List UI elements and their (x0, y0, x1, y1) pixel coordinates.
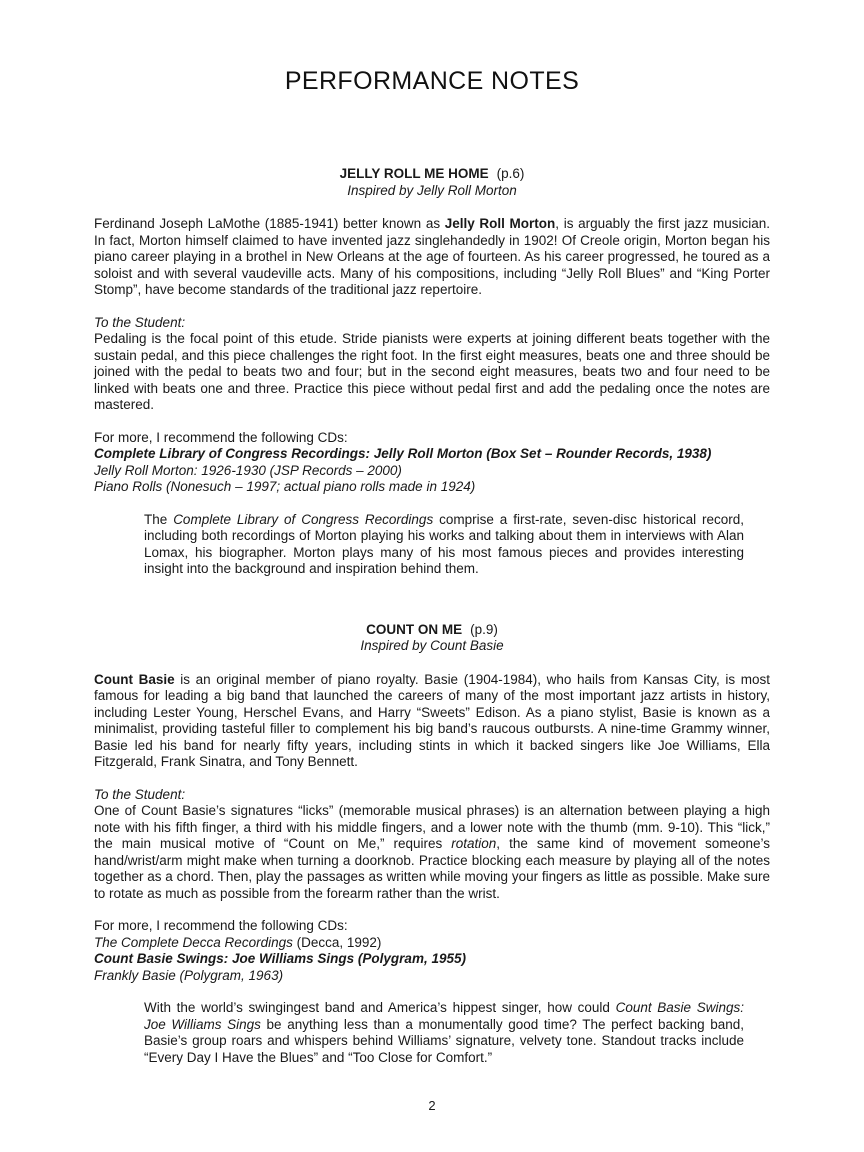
student-note-label (94, 315, 770, 332)
student-note-paragraph (94, 803, 770, 902)
text-run: Piano Rolls (Nonesuch – 1997; actual piano rolls made in 1924) (94, 479, 476, 494)
text-run: Complete Library of Congress Recordings: Jelly Roll Morton (Box Set – Rounder Records, 1938) (94, 446, 712, 461)
text-run: , the same kind of movement someone’s hand/wrist/arm might make when turning a doorknob. Practice blocking each measure by playing all of the notes together as a chord. Then, play the passages as written while moving your fingers as little as possible. Make sure to rotate as much as possible from the forearm rather than the wrist. (94, 836, 771, 901)
text-run: Ferdinand Joseph LaMothe (1885-1941) better known as (94, 216, 445, 231)
student-note-paragraph (94, 331, 770, 414)
text-run: For more, I recommend the following CDs: (94, 918, 348, 933)
text-line (94, 918, 770, 935)
section-page-ref: (p.6) (496, 166, 525, 181)
text-run: One of Count Basie’s signatures “licks” (memorable musical phrases) is an alternation between playing a high note with his fifth finger, a third with his middle fingers, and a lower note with the thumb (mm. 9-10). This “lick,” the main musical motive of “Count on Me,” requires (94, 803, 770, 851)
text-line (94, 935, 770, 952)
text-run: Frankly Basie (Polygram, 1963) (94, 967, 284, 983)
text-run: Pedaling is the focal point of this etude. Stride pianists were experts at joining different beats together with the sustain pedal, and this piece challenges the right foot. In the first eight measures, beats one and three should be joined with the pedal to beats two and four; but in the second eight measures, beats two and four need to be linked with beats one and three. Practice this piece without pedal first and add the pedaling once the notes are mastered. (94, 331, 770, 412)
text-line (94, 463, 770, 480)
text-run: Complete Library of Congress Recordings (173, 511, 434, 527)
section-page-ref: (p.9) (470, 621, 498, 637)
text-line (94, 968, 770, 985)
cd-review-note (144, 1000, 744, 1066)
cd-recommendations (94, 430, 770, 496)
section-title: JELLY ROLL ME HOME (339, 166, 489, 181)
text-line (94, 446, 770, 463)
text-run: The (144, 511, 174, 527)
text-run: Count Basie Swings: Joe Williams Sings (Polygram, 1955) (94, 951, 466, 966)
page-title: PERFORMANCE NOTES (284, 67, 580, 95)
text-run: Count Basie Swings: Joe Williams Sings (144, 1000, 744, 1032)
text-run: With the world’s swingingest band and America’s hippest singer, how could (144, 1000, 616, 1015)
text-run: For more, I recommend the following CDs: (94, 429, 348, 445)
text-line (94, 479, 770, 496)
text-run: , is arguably the first jazz musician. In fact, Morton himself claimed to have invented jazz singlehandedly in 1902! Of Creole origin, Morton began his piano career playing in a brothel in New Orleans at the age of fourteen. As his career progressed, he toured as a soloist and with several vaudeville acts. Many of his compositions, including “Jelly Roll Blues” and “King Porter Stomp”, have become standards of the traditional jazz repertoire. (94, 216, 770, 297)
text-run: (Decca, 1992) (292, 934, 382, 950)
text-run: Jelly Roll Morton: 1926-1930 (JSP Records – 2000) (94, 462, 402, 478)
intro-paragraph (94, 216, 770, 299)
intro-paragraph (94, 672, 770, 771)
text-run: be anything less than a monumentally good time? The perfect backing band, Basie’s group roars and whispers behind Williams’ signature, velvety tone. Standout tracks include “Every Day I Have the Blues” and “Too Close for Comfort.” (144, 1016, 744, 1065)
section-title: COUNT ON ME (366, 621, 463, 637)
section-subtitle: Inspired by Count Basie (360, 638, 504, 653)
text-run: To the Student: (94, 786, 186, 802)
text-run: comprise a first-rate, seven-disc historical record, including both recordings of Morton playing his works and talking about them in interviews with Alan Lomax, his biographer. Morton plays many of his most famous pieces and provides interesting insight into the background and inspiration behind them. (144, 511, 745, 576)
section-heading (94, 166, 770, 183)
text-line (94, 951, 770, 968)
text-run: The Complete Decca Recordings (94, 934, 293, 950)
text-run: Count Basie (94, 671, 175, 687)
cd-recommendations (94, 918, 770, 984)
section-heading (94, 622, 770, 639)
text-run: is an original member of piano royalty. Basie (1904-1984), who hails from Kansas City, is most famous for leading a big band that launched the careers of many of the most important jazz artists in history, including Lester Young, Herschel Evans, and Harry “Sweets” Edison. As a piano stylist, Basie is known as a minimalist, providing tasteful filler to complement his big band’s raucous outbursts. A nine-time Grammy winner, Basie led his band for nearly fifty years, including stints in which it backed singers like Joe Williams, Ella Fitzgerald, Frank Sinatra, and Tony Bennett. (94, 671, 770, 769)
page-number: 2 (428, 1097, 436, 1113)
text-run: To the Student: (94, 314, 186, 330)
section-subtitle: Inspired by Jelly Roll Morton (347, 182, 517, 198)
student-note-label (94, 787, 770, 804)
text-line (94, 430, 770, 447)
text-run: rotation (451, 836, 497, 851)
section-count-on-me (94, 622, 770, 1067)
text-run: Jelly Roll Morton (444, 216, 556, 231)
document-body (0, 166, 864, 1066)
cd-review-note (144, 512, 744, 578)
section-jelly-roll-me-home (94, 166, 770, 578)
